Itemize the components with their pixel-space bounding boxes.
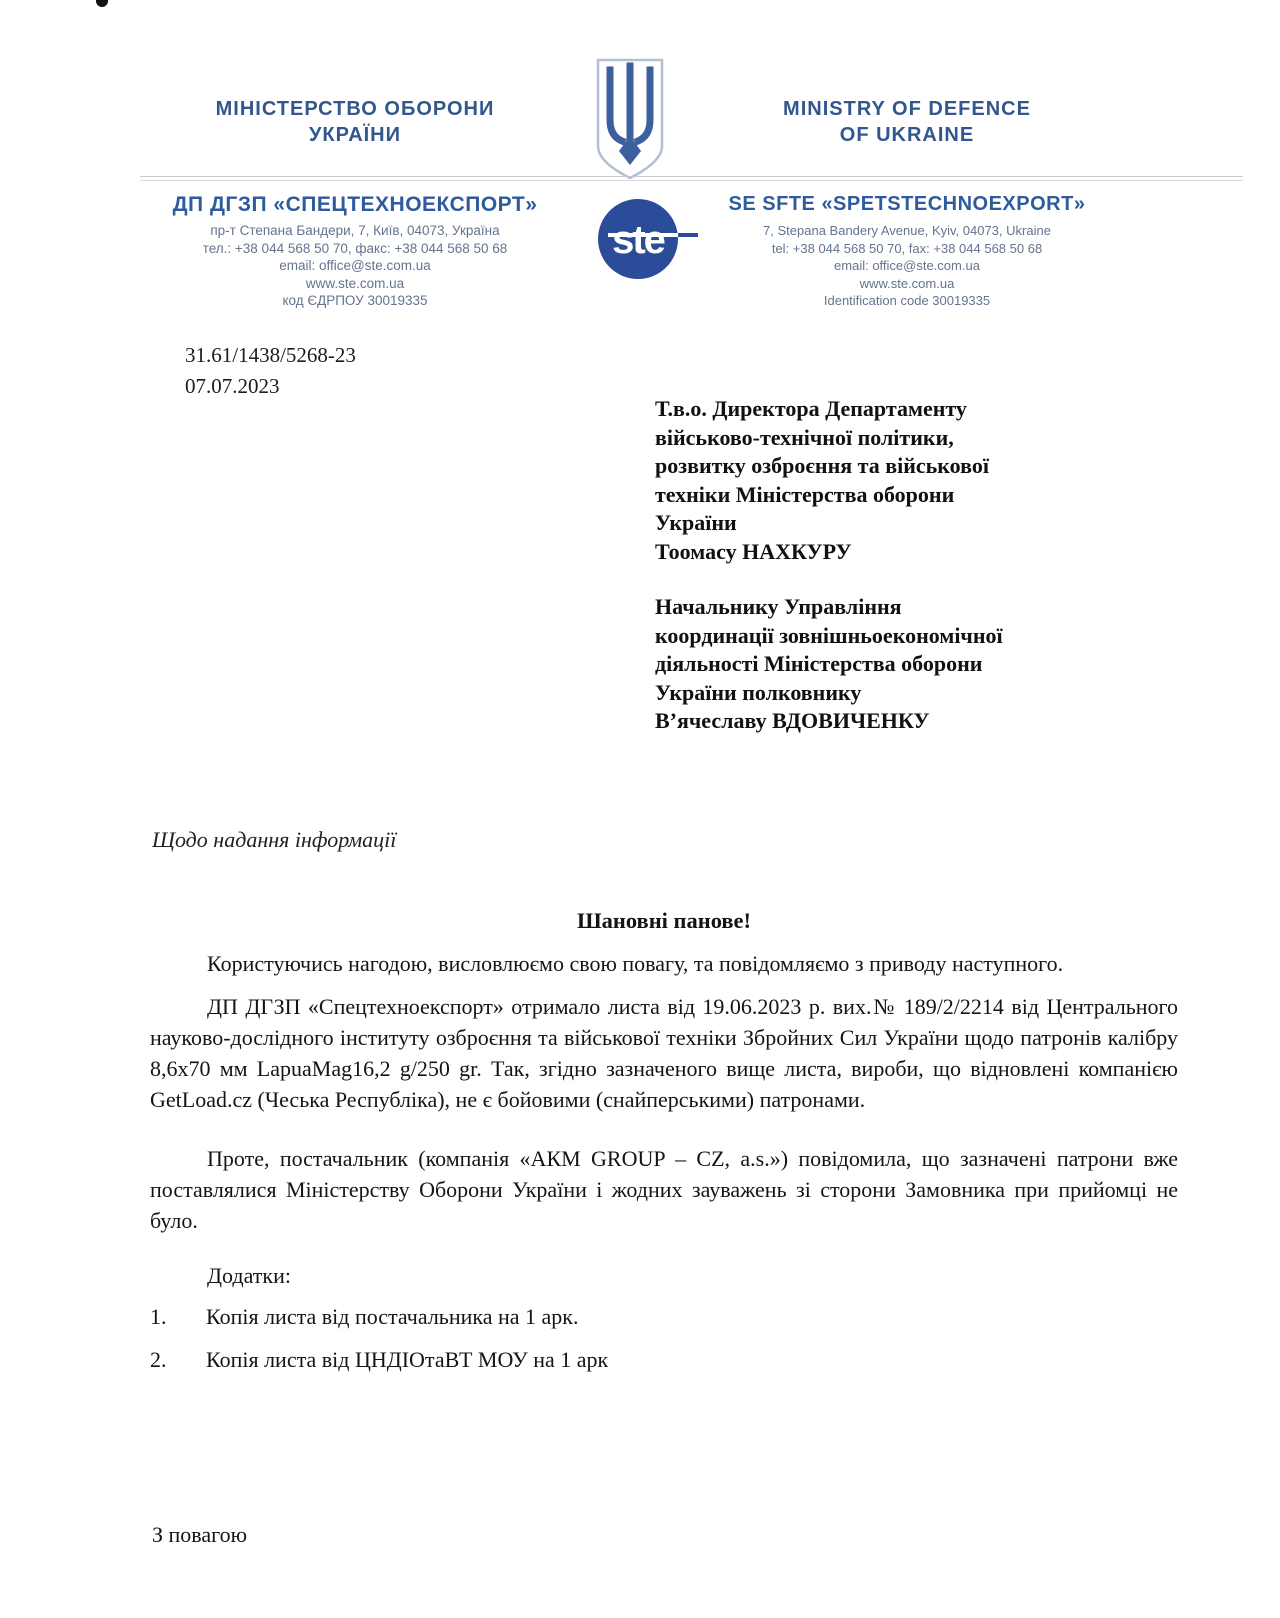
org-en-website: www.ste.com.ua xyxy=(859,275,955,291)
attachment-2-number: 2. xyxy=(150,1347,167,1372)
addressee-block-1 xyxy=(655,395,1135,566)
attachment-item-2 xyxy=(150,1344,1178,1375)
reference-block xyxy=(185,340,356,402)
org-ua-address: пр-т Степана Бандери, 7, Київ, 04073, Україна xyxy=(210,223,500,238)
ministry-title-en xyxy=(692,96,1122,148)
attachment-1-number: 1. xyxy=(150,1304,167,1329)
addressee1-line: військово-технічної політики, xyxy=(655,424,954,450)
org-ua-phone: тел.: +38 044 568 50 70, факс: +38 044 568 50 68 xyxy=(202,240,508,256)
paragraph-1: Користуючись нагодою, висловлюємо свою повагу, та повідомляємо з приводу наступного. xyxy=(207,951,1064,976)
ministry-title-ua xyxy=(140,96,570,148)
org-ua-email: email: office@ste.com.ua xyxy=(279,258,431,273)
ste-logo-icon xyxy=(596,197,700,285)
org-en-phone: tel: +38 044 568 50 70, fax: +38 044 568 50 68 xyxy=(771,240,1043,256)
addressee2-line: координації зовнішньоекономічної xyxy=(655,622,1003,648)
org-name-en: SE SFTE «SPETSTECHNOEXPORT» xyxy=(728,193,1086,215)
addressee-block-2 xyxy=(655,593,1135,736)
paragraph-3: Проте, постачальник (компанія «АКМ GROUP – CZ, a.s.») повідомила, що зазначені патрони вже поставлялися Міністерству Оборони України і жодних зауважень зі сторони Замовника при прийомці не було. xyxy=(150,1146,1178,1233)
attachment-1-text: Копія листа від постачальника на 1 арк. xyxy=(206,1304,579,1329)
addressee2-line: України полковнику xyxy=(655,679,862,705)
letter-body xyxy=(150,905,1178,1387)
ministry-title-en-line2: OF UKRAINE xyxy=(839,124,975,146)
ukraine-trident-emblem-icon xyxy=(593,56,667,184)
closing-line: З повагою xyxy=(152,1522,248,1547)
attachment-item-1 xyxy=(150,1301,1178,1332)
ministry-title-ua-line2: УКРАЇНИ xyxy=(308,124,401,146)
scan-artifact xyxy=(96,0,108,7)
addressee1-line: техніки Міністерства оборони xyxy=(655,481,955,507)
ministry-title-en-line1: MINISTRY OF DEFENCE xyxy=(783,98,1031,120)
org-en-address: 7, Stepana Bandery Avenue, Kyiv, 04073, Ukraine xyxy=(763,223,1051,238)
addressee1-line: України xyxy=(655,510,737,535)
paragraph-2: ДП ДГЗП «Спецтехноекспорт» отримало листа від 19.06.2023 р. вих.№ 189/2/2214 від Центрального науково-дослідного інституту озброєння та військової техніки Збройних Сил України щодо патронів калібру 8,6х70 мм LapuaMag16,2 g/250 gr. Так, згідно зазначеного вище листа, вироби, що відновлені компанією GetLoad.cz (Чеська Республіка), не є бойовими (снайперськими) патронами. xyxy=(150,994,1178,1112)
ministry-title-ua-line1: МІНІСТЕРСТВО ОБОРОНИ xyxy=(215,98,495,120)
org-name-ua: ДП ДГЗП «СПЕЦТЕХНОЕКСПОРТ» xyxy=(172,193,538,216)
letter-date: 07.07.2023 xyxy=(185,374,280,398)
org-en-email: email: office@ste.com.ua xyxy=(834,258,980,273)
attachment-2-text: Копія листа від ЦНДІОтаВТ МОУ на 1 арк xyxy=(206,1347,609,1372)
addressee2-line: діяльності Міністерства оборони xyxy=(655,651,983,676)
addressee1-line: розвитку озброєння та військової xyxy=(655,453,989,478)
org-en-code: Identification code 30019335 xyxy=(823,293,991,308)
svg-text:ste: ste xyxy=(612,218,664,262)
addressee2-name: В’ячеславу ВДОВИЧЕНКУ xyxy=(655,708,930,733)
org-ua-code: код ЄДРПОУ 30019335 xyxy=(282,293,428,308)
org-block-en xyxy=(692,192,1122,310)
salutation: Шановні панове! xyxy=(576,908,752,933)
reference-number: 31.61/1438/5268-23 xyxy=(185,343,356,367)
addressee1-name: Тоомасу НАХКУРУ xyxy=(655,538,852,564)
org-block-ua xyxy=(140,192,570,310)
subject-line: Щодо надання інформації xyxy=(152,827,397,852)
header-divider xyxy=(140,176,1243,181)
addressee2-line: Начальнику Управління xyxy=(655,594,902,619)
attachments-label: Додатки: xyxy=(207,1263,291,1288)
addressee1-line: Т.в.о. Директора Департаменту xyxy=(655,396,967,421)
org-ua-website: www.ste.com.ua xyxy=(305,275,405,291)
